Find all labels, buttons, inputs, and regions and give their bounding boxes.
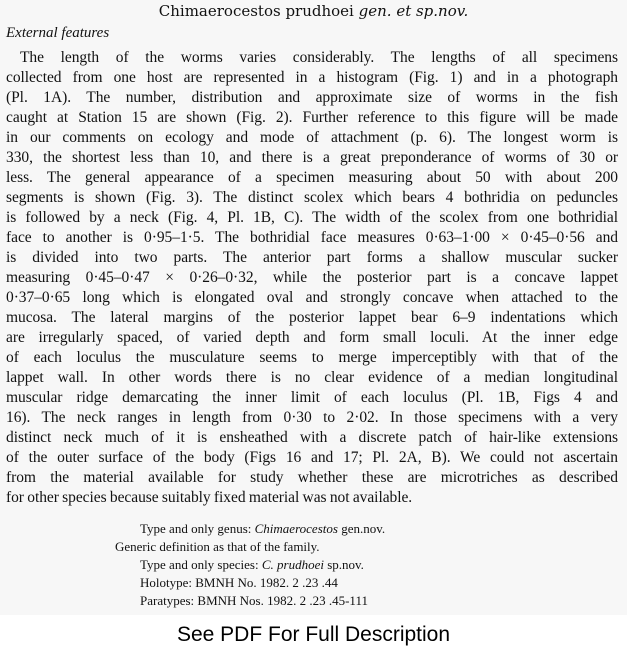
section-heading: External features (6, 25, 110, 41)
paragraph-line: less. The general appearance of a specimen measuring about 50 with about 200 (6, 169, 618, 186)
paragraph-line: caught at Station 15 are shown (Fig. 2). Further reference to this figure will be made (6, 109, 618, 126)
paragraph-line: distinct neck much of it is ensheathed with a discrete patch of hair-like extensions (6, 429, 618, 446)
paragraph-line: in our comments on ecology and mode of attachment (p. 6). The longest worm is (6, 129, 618, 146)
type-species (140, 556, 364, 574)
suffix: sp.nov. (323, 557, 364, 572)
paragraph-line: for other species because suitably fixed material was not available. (6, 489, 413, 506)
paragraph-line: face to another is 0·95–1·5. The bothridial face measures 0·63–1·00 × 0·45–0·56 and (6, 229, 618, 246)
paragraph-line: mucosa. The lateral margins of the posterior lappet bear 6–9 indentations which (6, 309, 618, 326)
paragraph-line: segments is shown (Fig. 3). The distinct scolex which bears 4 bothridia on peduncles (6, 189, 618, 206)
genus-name: Chimaerocestos (254, 521, 338, 536)
suffix: gen.nov. (337, 521, 386, 536)
paragraph-line: 0·37–0·65 long which is elongated oval and strongly concave when attached to the (6, 289, 618, 306)
paragraph-line: The length of the worms varies considerably. The lengths of all specimens (20, 49, 618, 66)
paratypes: Paratypes: BMNH Nos. 1982. 2 .23 .45-111 (140, 593, 368, 608)
species-status: gen. et sp.nov. (358, 2, 469, 20)
paragraph-line: measuring 0·45–0·47 × 0·26–0·32, while the posterior part is a concave lappet (6, 269, 618, 286)
paragraph-line: of each loculus the musculature seems to merge imperceptibly with that of the (6, 349, 618, 366)
paragraph-line: of the outer surface of the body (Figs 16 and 17; Pl. 2A, B). We could not ascertain (6, 449, 618, 466)
paragraph-line: collected from one host are represented in a histogram (Fig. 1) and in a photograph (6, 69, 618, 86)
paragraph-line: is divided into two parts. The anterior part forms a shallow muscular sucker (6, 249, 618, 266)
paragraph-line: 16). The neck ranges in length from 0·30 to 2·02. In those specimens with a very (6, 409, 618, 426)
paragraph-line: is followed by a neck (Fig. 4, Pl. 1B, C). The width of the scolex from one bothridial (6, 209, 618, 226)
species-name: C. prudhoei (261, 557, 324, 572)
species-name: Chimaerocestos prudhoei (158, 2, 354, 20)
body-paragraph (6, 48, 618, 508)
paragraph-line: muscular ridge demarcating the inner limit of each loculus (Pl. 1B, Figs 4 and (6, 389, 618, 406)
label: Type and only species: (140, 557, 262, 572)
paragraph-line: lappet wall. In other words there is no clear evidence of a median longitudinal (6, 369, 618, 386)
holotype: Holotype: BMNH No. 1982. 2 .23 .44 (140, 575, 338, 590)
paragraph-line: from the material available for study whether these are microtriches as described (6, 469, 618, 486)
paragraph-line: (Pl. 1A). The number, distribution and approximate size of worms in the fish (6, 89, 618, 106)
species-title (0, 2, 627, 20)
paragraph-line: 330, the shortest less than 10, and there is a great preponderance of worms of 30 or (6, 149, 618, 166)
generic-definition: Generic definition as that of the family. (115, 539, 320, 554)
paragraph-line: are irregularly spaced, of varied depth and form small loculi. At the inner edge (6, 329, 618, 346)
type-genus (140, 520, 385, 538)
see-pdf-notice: See PDF For Full Description (176, 623, 451, 646)
label: Type and only genus: (140, 521, 255, 536)
